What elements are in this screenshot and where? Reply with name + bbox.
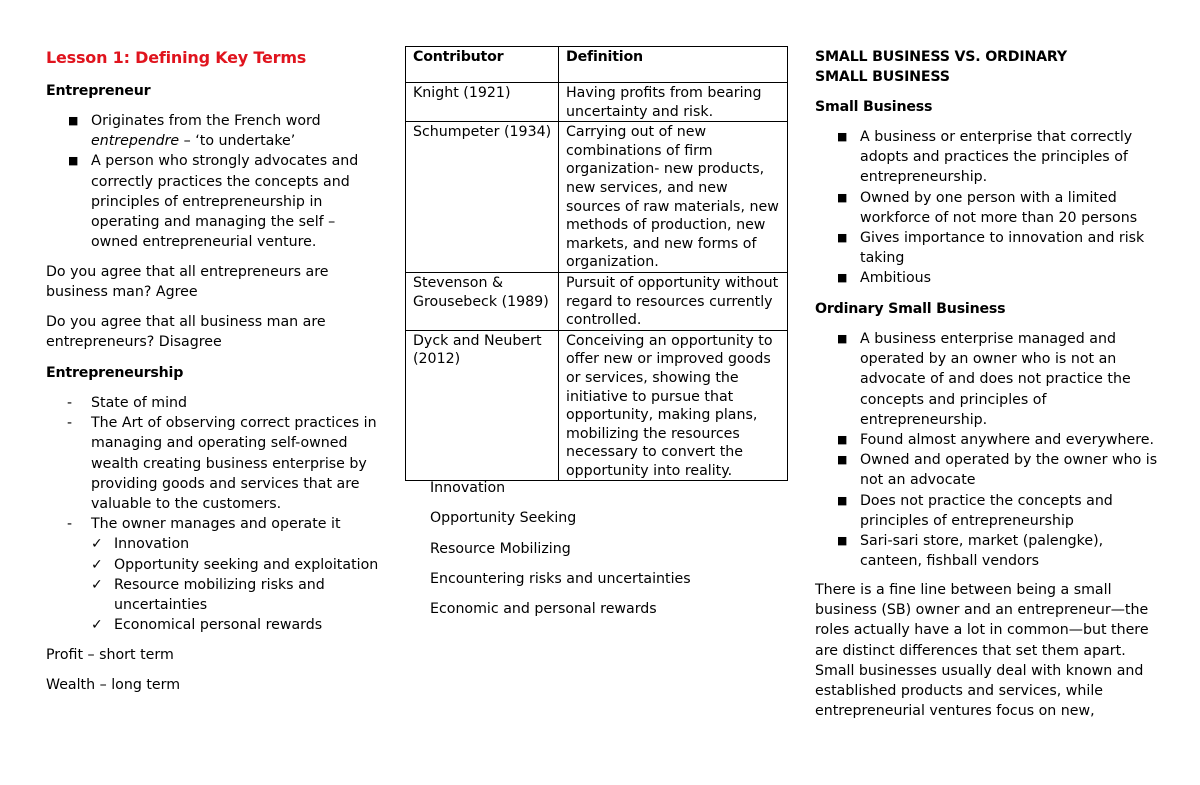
checkmark-icon: ✓ (91, 617, 103, 634)
bullet-item: ■ Ambitious (815, 268, 1160, 288)
square-bullet-icon: ■ (837, 433, 848, 447)
dash-bullet-icon: - (67, 415, 73, 432)
table-header-contributor: Contributor (406, 47, 559, 83)
table-row (406, 330, 788, 481)
list-item: Economic and personal rewards (430, 601, 657, 618)
definition-cell: Conceiving an opportunity to offer new or improved goods or services, showing the initiative to pursue that opportunity, making plans, mobilizing the resources necessary to convert the opportunity into reality. (559, 330, 788, 481)
list-item: Innovation (430, 480, 506, 496)
table-row (406, 272, 788, 330)
entrepreneurship-dash-list (46, 393, 386, 635)
table-header-definition: Definition (559, 47, 788, 83)
definition-cell: Carrying out of new combinations of firm organization- new products, new services, and new sources of raw materials, new methods of production, new markets, and new forms of organization. (559, 122, 788, 273)
table-row (406, 122, 788, 273)
lesson-title: Lesson 1: Defining Key Terms (46, 48, 307, 67)
list-item: Encountering risks and uncertainties (430, 570, 691, 587)
bullet-item: ■ A business or enterprise that correctly adopts and practices the principles of entrepreneurship. (837, 129, 1133, 186)
ordinary-business-heading: Ordinary Small Business (815, 301, 1006, 317)
dash-item: - The Art of observing correct practices in managing and operating self-owned wealth creating business enterprise by providing goods and services that are valuable to the customers. (67, 415, 377, 513)
bullet-item: ■ Sari-sari store, market (palengke), canteen, fishball vendors (837, 533, 1104, 570)
dash-item: - The owner manages and operate it (46, 514, 386, 534)
comparison-title: SMALL BUSINESS VS. ORDINARY SMALL BUSINESS (815, 49, 1067, 85)
profit-line: Profit – short term (46, 647, 174, 663)
bullet-item: ■ Gives importance to innovation and risk taking (837, 230, 1145, 267)
contributor-cell: Stevenson & Grousebeck (1989) (406, 272, 559, 330)
square-bullet-icon: ■ (837, 332, 848, 345)
square-bullet-icon: ■ (68, 114, 79, 127)
square-bullet-icon: ■ (837, 190, 848, 204)
entrepreneur-heading: Entrepreneur (46, 83, 151, 99)
bullet-item: ■ Found almost anywhere and everywhere. (815, 430, 1160, 450)
square-bullet-icon: ■ (837, 271, 848, 285)
bullet-item: ■ Owned by one person with a limited workforce of not more than 20 persons (837, 189, 1138, 226)
bullet-item: ■ A person who strongly advocates and correctly practices the concepts and principles of entrepreneurship in operating and managing the self – owned entrepreneurial venture. (68, 153, 359, 251)
square-bullet-icon: ■ (837, 130, 848, 143)
contributor-cell: Schumpeter (1934) (406, 122, 559, 273)
list-item: Resource Mobilizing (430, 540, 571, 557)
contributor-cell: Dyck and Neubert (2012) (406, 330, 559, 481)
bullet-item: ■ Does not practice the concepts and principles of entrepreneurship (837, 492, 1113, 529)
dash-item: - State of mind (46, 393, 386, 413)
definition-cell: Pursuit of opportunity without regard to resources currently controlled. (559, 272, 788, 330)
checkmark-icon: ✓ (91, 556, 103, 573)
checkmark-icon: ✓ (91, 576, 103, 593)
table-row (406, 83, 788, 122)
check-item: ✓ Economical personal rewards (46, 615, 386, 635)
dash-bullet-icon: - (67, 516, 73, 533)
square-bullet-icon: ■ (837, 231, 848, 245)
contributor-cell: Knight (1921) (406, 83, 559, 122)
entrepreneurship-heading: Entrepreneurship (46, 365, 184, 381)
checkmark-icon: ✓ (91, 536, 103, 553)
question-paragraph: Do you agree that all business man are entrepreneurs? Disagree (46, 314, 326, 351)
bullet-item: ■ Owned and operated by the owner who is not an advocate (837, 452, 1158, 489)
ordinary-business-list (815, 329, 1160, 571)
table-header-row (406, 47, 788, 83)
dash-bullet-icon: - (67, 395, 73, 411)
check-item: ✓ Innovation (46, 534, 386, 554)
square-bullet-icon: ■ (837, 534, 848, 548)
bullet-item: ■ Originates from the French word entrependre – ‘to undertake’ (68, 113, 321, 150)
small-business-list (815, 127, 1160, 289)
question-paragraph: Do you agree that all entrepreneurs are business man? Agree (46, 264, 329, 301)
check-item: ✓ Opportunity seeking and exploitation (46, 555, 386, 575)
square-bullet-icon: ■ (837, 453, 848, 467)
bullet-item: ■ A business enterprise managed and operated by an owner who is not an advocate of and does not practice the concepts and principles of entrepreneurship. (837, 331, 1131, 428)
wealth-line: Wealth – long term (46, 677, 181, 693)
elements-list (405, 473, 691, 624)
list-item: Opportunity Seeking (430, 510, 577, 527)
check-item: ✓ Resource mobilizing risks and uncertainties (91, 576, 325, 614)
square-bullet-icon: ■ (68, 154, 79, 168)
square-bullet-icon: ■ (837, 493, 848, 507)
contributor-table (405, 46, 788, 481)
comparison-paragraph: There is a fine line between being a small business (SB) owner and an entrepreneur—the roles actually have a lot in common—but there are distinct differences that set them apart. Small businesses usually deal with known and established products and services, while entrepreneurial ventures focus on new, (815, 582, 1149, 720)
small-business-heading: Small Business (815, 99, 933, 115)
definition-cell: Having profits from bearing uncertainty and risk. (559, 83, 788, 122)
entrepreneur-bullet-list (46, 111, 386, 252)
